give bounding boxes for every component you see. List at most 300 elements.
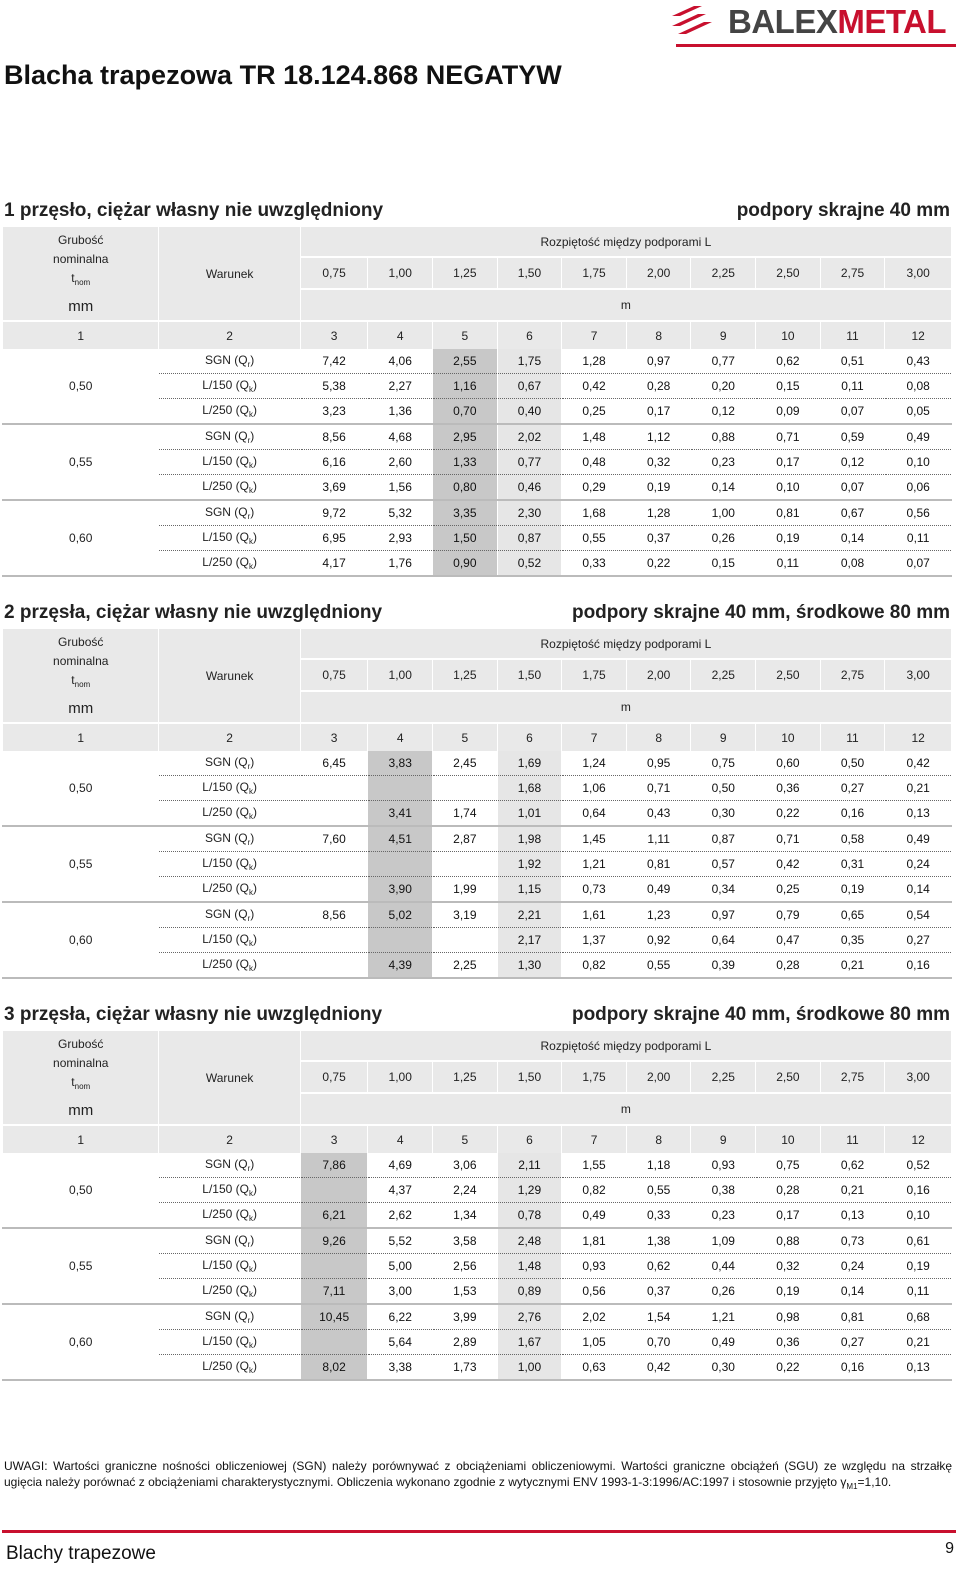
value-cell: 0,55 xyxy=(626,1178,691,1203)
condition-cell: SGN $(Q_r)$ xyxy=(159,751,300,776)
column-index: 7 xyxy=(562,321,627,349)
value-cell: 0,51 xyxy=(820,349,885,374)
value-cell: 0,55 xyxy=(562,526,627,551)
value-cell: 1,21 xyxy=(562,852,627,877)
condition-header: Warunek xyxy=(159,1031,300,1125)
column-index: 8 xyxy=(626,723,691,751)
column-index: 3 xyxy=(300,321,368,349)
column-index: 8 xyxy=(626,321,691,349)
value-cell: 1,75 xyxy=(497,349,562,374)
column-index: 9 xyxy=(691,1125,756,1153)
span-header: Rozpiętość między podporami L xyxy=(300,1031,951,1061)
value-cell: 0,21 xyxy=(820,1178,885,1203)
span-value: 2,75 xyxy=(820,257,885,289)
value-cell: 6,22 xyxy=(368,1304,433,1330)
value-cell: 0,06 xyxy=(885,475,952,501)
value-cell: 0,27 xyxy=(820,1330,885,1355)
value-cell: 0,10 xyxy=(885,1203,952,1229)
value-cell: 0,70 xyxy=(626,1330,691,1355)
value-cell: 0,82 xyxy=(562,953,627,979)
value-cell: 0,49 xyxy=(562,1203,627,1229)
value-cell: 0,36 xyxy=(756,1330,821,1355)
value-cell: 8,02 xyxy=(300,1355,368,1381)
value-cell: 1,28 xyxy=(626,500,691,526)
value-cell: 4,17 xyxy=(300,551,368,577)
value-cell: 0,11 xyxy=(820,374,885,399)
thickness-header: Grubość nominalna $t_{nom}$ mm xyxy=(3,1031,159,1125)
value-cell xyxy=(300,776,368,801)
value-cell: 1,28 xyxy=(562,349,627,374)
value-cell: 8,56 xyxy=(300,902,368,928)
column-index: 12 xyxy=(885,1125,952,1153)
column-index: 12 xyxy=(885,723,952,751)
value-cell: 4,69 xyxy=(368,1153,433,1178)
value-cell: 1,29 xyxy=(497,1178,562,1203)
value-cell: 5,32 xyxy=(368,500,433,526)
section-supports-2: podpory skrajne 40 mm, środkowe 80 mm xyxy=(571,602,950,623)
page-title: Blacha trapezowa TR 18.124.868 NEGATYW xyxy=(4,60,562,90)
value-cell: 0,37 xyxy=(626,526,691,551)
value-cell: 0,80 xyxy=(433,475,498,501)
value-cell: 0,71 xyxy=(756,424,821,450)
value-cell xyxy=(300,953,368,979)
value-cell: 0,64 xyxy=(691,928,756,953)
value-cell: 1,05 xyxy=(562,1330,627,1355)
value-cell: 0,82 xyxy=(562,1178,627,1203)
value-cell: 5,00 xyxy=(368,1254,433,1279)
value-cell: 0,16 xyxy=(820,1355,885,1381)
value-cell: 2,17 xyxy=(497,928,562,953)
value-cell: 3,99 xyxy=(433,1304,498,1330)
value-cell: 1,98 xyxy=(497,826,562,852)
value-cell: 1,09 xyxy=(691,1228,756,1254)
value-cell: 1,16 xyxy=(433,374,498,399)
condition-cell: L/250 $(Q_k)$ xyxy=(159,1279,300,1305)
span-value: 2,00 xyxy=(626,257,691,289)
condition-cell: L/250 $(Q_k)$ xyxy=(159,877,300,903)
load-table-3 xyxy=(2,1031,952,1381)
condition-cell: L/150 $(Q_k)$ xyxy=(159,1330,300,1355)
table-row xyxy=(3,500,952,526)
span-value: 1,00 xyxy=(368,659,433,691)
value-cell: 0,40 xyxy=(497,399,562,425)
value-cell: 10,45 xyxy=(300,1304,368,1330)
value-cell: 2,87 xyxy=(433,826,498,852)
value-cell: 2,02 xyxy=(562,1304,627,1330)
span-value: 2,50 xyxy=(756,1061,821,1093)
value-cell: 0,58 xyxy=(820,826,885,852)
value-cell: 0,89 xyxy=(497,1279,562,1305)
condition-cell: L/250 $(Q_k)$ xyxy=(159,1355,300,1381)
value-cell: 2,56 xyxy=(433,1254,498,1279)
value-cell: 0,07 xyxy=(820,399,885,425)
span-value: 1,25 xyxy=(433,659,498,691)
column-index: 4 xyxy=(368,321,433,349)
value-cell: 0,92 xyxy=(626,928,691,953)
value-cell: 0,16 xyxy=(885,953,952,979)
column-index: 2 xyxy=(159,321,300,349)
value-cell: 0,23 xyxy=(691,450,756,475)
value-cell: 0,73 xyxy=(562,877,627,903)
span-value: 0,75 xyxy=(300,1061,368,1093)
value-cell: 0,88 xyxy=(691,424,756,450)
condition-cell: SGN $(Q_r)$ xyxy=(159,1228,300,1254)
value-cell: 1,61 xyxy=(562,902,627,928)
value-cell: 0,73 xyxy=(820,1228,885,1254)
value-cell: 0,42 xyxy=(626,1355,691,1381)
column-index: 8 xyxy=(626,1125,691,1153)
value-cell xyxy=(300,1178,368,1203)
condition-cell: L/150 $(Q_k)$ xyxy=(159,526,300,551)
table-row xyxy=(3,1228,952,1254)
column-index: 6 xyxy=(497,321,562,349)
value-cell: 1,67 xyxy=(497,1330,562,1355)
value-cell: 0,12 xyxy=(691,399,756,425)
value-cell: 0,95 xyxy=(626,751,691,776)
span-header: Rozpiętość między podporami L xyxy=(300,227,951,257)
value-cell: 0,42 xyxy=(562,374,627,399)
value-cell: 0,90 xyxy=(433,551,498,577)
value-cell: 1,06 xyxy=(562,776,627,801)
value-cell: 0,52 xyxy=(497,551,562,577)
condition-cell: L/150 $(Q_k)$ xyxy=(159,1178,300,1203)
value-cell: 0,12 xyxy=(820,450,885,475)
value-cell: 0,16 xyxy=(885,1178,952,1203)
value-cell: 0,11 xyxy=(885,526,952,551)
value-cell xyxy=(433,852,498,877)
value-cell: 0,19 xyxy=(626,475,691,501)
column-index: 6 xyxy=(497,723,562,751)
value-cell: 0,55 xyxy=(626,953,691,979)
column-index: 5 xyxy=(433,1125,498,1153)
span-value: 2,75 xyxy=(820,1061,885,1093)
value-cell: 0,17 xyxy=(626,399,691,425)
value-cell: 0,67 xyxy=(497,374,562,399)
span-value: 2,50 xyxy=(756,659,821,691)
thickness-unit: mm xyxy=(68,700,94,717)
value-cell: 0,27 xyxy=(885,928,952,953)
value-cell: 0,49 xyxy=(691,1330,756,1355)
value-cell: 0,60 xyxy=(756,751,821,776)
condition-cell: SGN $(Q_r)$ xyxy=(159,902,300,928)
value-cell: 0,75 xyxy=(691,751,756,776)
span-value: 3,00 xyxy=(885,257,952,289)
value-cell: 0,42 xyxy=(756,852,821,877)
span-value: 0,75 xyxy=(300,659,368,691)
value-cell: 0,97 xyxy=(691,902,756,928)
value-cell: 0,46 xyxy=(497,475,562,501)
section-supports-1: podpory skrajne 40 mm xyxy=(736,200,950,221)
value-cell xyxy=(368,776,433,801)
value-cell: 0,08 xyxy=(885,374,952,399)
value-cell: 0,27 xyxy=(820,776,885,801)
value-cell: 0,63 xyxy=(562,1355,627,1381)
value-cell: 0,54 xyxy=(885,902,952,928)
value-cell: 0,21 xyxy=(820,953,885,979)
value-cell: 4,06 xyxy=(368,349,433,374)
value-cell: 0,15 xyxy=(691,551,756,577)
value-cell: 0,79 xyxy=(756,902,821,928)
value-cell: 0,43 xyxy=(885,349,952,374)
thickness-cell: 0,60 xyxy=(3,1304,159,1380)
value-cell: 0,36 xyxy=(756,776,821,801)
value-cell: 0,13 xyxy=(885,1355,952,1381)
condition-cell: SGN $(Q_r)$ xyxy=(159,1153,300,1178)
condition-header: Warunek xyxy=(159,629,300,723)
condition-cell: L/250 $(Q_k)$ xyxy=(159,1203,300,1229)
value-cell: 2,27 xyxy=(368,374,433,399)
column-index: 7 xyxy=(562,1125,627,1153)
value-cell: 2,24 xyxy=(433,1178,498,1203)
value-cell: 0,93 xyxy=(691,1153,756,1178)
value-cell: 1,24 xyxy=(562,751,627,776)
value-cell: 0,34 xyxy=(691,877,756,903)
value-cell: 0,97 xyxy=(626,349,691,374)
value-cell: 3,19 xyxy=(433,902,498,928)
value-cell xyxy=(300,852,368,877)
value-cell: 0,19 xyxy=(885,1254,952,1279)
value-cell: 1,37 xyxy=(562,928,627,953)
thickness-cell: 0,55 xyxy=(3,826,159,902)
value-cell: 0,71 xyxy=(756,826,821,852)
value-cell: 0,10 xyxy=(756,475,821,501)
span-value: 1,50 xyxy=(497,659,562,691)
column-index: 6 xyxy=(497,1125,562,1153)
value-cell: 0,38 xyxy=(691,1178,756,1203)
value-cell: 5,38 xyxy=(300,374,368,399)
column-index: 10 xyxy=(756,321,821,349)
value-cell: 0,14 xyxy=(691,475,756,501)
value-cell: 1,68 xyxy=(497,776,562,801)
value-cell: 5,52 xyxy=(368,1228,433,1254)
value-cell: 0,28 xyxy=(756,1178,821,1203)
value-cell: 2,89 xyxy=(433,1330,498,1355)
column-index: 1 xyxy=(3,1125,159,1153)
value-cell: 0,88 xyxy=(756,1228,821,1254)
span-value: 3,00 xyxy=(885,1061,952,1093)
value-cell: 7,42 xyxy=(300,349,368,374)
value-cell xyxy=(300,877,368,903)
value-cell: 1,30 xyxy=(497,953,562,979)
span-unit: m xyxy=(300,289,951,321)
value-cell: 0,17 xyxy=(756,450,821,475)
section-supports-3: podpory skrajne 40 mm, środkowe 80 mm xyxy=(571,1004,950,1025)
value-cell: 7,60 xyxy=(300,826,368,852)
value-cell: 0,78 xyxy=(497,1203,562,1229)
span-value: 2,00 xyxy=(626,659,691,691)
value-cell: 0,49 xyxy=(626,877,691,903)
value-cell: 7,86 xyxy=(300,1153,368,1178)
column-index: 3 xyxy=(300,1125,368,1153)
value-cell: 2,76 xyxy=(497,1304,562,1330)
span-value: 1,25 xyxy=(433,257,498,289)
span-value: 1,50 xyxy=(497,257,562,289)
value-cell: 0,44 xyxy=(691,1254,756,1279)
table-row xyxy=(3,902,952,928)
value-cell: 0,23 xyxy=(691,1203,756,1229)
value-cell: 2,30 xyxy=(497,500,562,526)
span-value: 0,75 xyxy=(300,257,368,289)
value-cell: 0,71 xyxy=(626,776,691,801)
value-cell: 0,56 xyxy=(562,1279,627,1305)
value-cell: 0,93 xyxy=(562,1254,627,1279)
condition-cell: SGN $(Q_r)$ xyxy=(159,500,300,526)
value-cell: 0,28 xyxy=(626,374,691,399)
span-value: 1,75 xyxy=(562,659,627,691)
condition-cell: L/250 $(Q_k)$ xyxy=(159,475,300,501)
value-cell: 2,11 xyxy=(497,1153,562,1178)
value-cell: 2,93 xyxy=(368,526,433,551)
span-unit: m xyxy=(300,1093,951,1125)
value-cell: 0,87 xyxy=(691,826,756,852)
condition-cell: SGN $(Q_r)$ xyxy=(159,349,300,374)
value-cell: 0,32 xyxy=(756,1254,821,1279)
value-cell: 1,45 xyxy=(562,826,627,852)
condition-cell: L/250 $(Q_k)$ xyxy=(159,801,300,827)
value-cell: 0,07 xyxy=(820,475,885,501)
value-cell: 1,36 xyxy=(368,399,433,425)
span-value: 1,50 xyxy=(497,1061,562,1093)
value-cell: 0,56 xyxy=(885,500,952,526)
value-cell: 0,62 xyxy=(626,1254,691,1279)
value-cell: 0,14 xyxy=(820,526,885,551)
value-cell: 3,06 xyxy=(433,1153,498,1178)
value-cell xyxy=(368,852,433,877)
condition-header: Warunek xyxy=(159,227,300,321)
value-cell: 0,13 xyxy=(885,801,952,827)
thickness-unit: mm xyxy=(68,298,94,315)
table-row xyxy=(3,751,952,776)
value-cell: 0,81 xyxy=(820,1304,885,1330)
value-cell: 0,65 xyxy=(820,902,885,928)
value-cell: 1,55 xyxy=(562,1153,627,1178)
value-cell: 0,11 xyxy=(756,551,821,577)
thickness-cell: 0,60 xyxy=(3,902,159,978)
column-index: 10 xyxy=(756,723,821,751)
value-cell: 1,38 xyxy=(626,1228,691,1254)
value-cell: 2,48 xyxy=(497,1228,562,1254)
value-cell xyxy=(300,1330,368,1355)
value-cell: 0,21 xyxy=(885,776,952,801)
value-cell: 0,49 xyxy=(885,826,952,852)
value-cell: 4,39 xyxy=(368,953,433,979)
thickness-header: Grubość nominalna $t_{nom}$ mm xyxy=(3,227,159,321)
value-cell: 3,41 xyxy=(368,801,433,827)
value-cell: 0,14 xyxy=(820,1279,885,1305)
value-cell: 1,99 xyxy=(433,877,498,903)
value-cell xyxy=(300,801,368,827)
footer-rule xyxy=(2,1530,956,1533)
value-cell: 0,31 xyxy=(820,852,885,877)
span-value: 3,00 xyxy=(885,659,952,691)
value-cell: 9,26 xyxy=(300,1228,368,1254)
value-cell: 0,19 xyxy=(756,1279,821,1305)
table-row xyxy=(3,826,952,852)
load-table-1 xyxy=(2,227,952,577)
value-cell: 1,53 xyxy=(433,1279,498,1305)
value-cell: 3,58 xyxy=(433,1228,498,1254)
column-index: 1 xyxy=(3,723,159,751)
brand-logo xyxy=(668,4,958,40)
column-index: 11 xyxy=(820,1125,885,1153)
thickness-unit: mm xyxy=(68,1102,94,1119)
header-rule xyxy=(676,44,956,47)
value-cell: 0,37 xyxy=(626,1279,691,1305)
value-cell: 2,60 xyxy=(368,450,433,475)
value-cell xyxy=(300,928,368,953)
condition-cell: L/150 $(Q_k)$ xyxy=(159,374,300,399)
footer-title: Blachy trapezowe xyxy=(6,1543,156,1564)
value-cell: 1,18 xyxy=(626,1153,691,1178)
value-cell: 0,10 xyxy=(885,450,952,475)
value-cell: 0,15 xyxy=(756,374,821,399)
condition-cell: SGN $(Q_r)$ xyxy=(159,826,300,852)
value-cell: 0,07 xyxy=(885,551,952,577)
value-cell: 8,56 xyxy=(300,424,368,450)
value-cell xyxy=(300,1254,368,1279)
column-index: 5 xyxy=(433,321,498,349)
value-cell: 0,62 xyxy=(756,349,821,374)
condition-cell: L/150 $(Q_k)$ xyxy=(159,928,300,953)
value-cell: 0,26 xyxy=(691,526,756,551)
value-cell: 0,25 xyxy=(756,877,821,903)
value-cell: 1,23 xyxy=(626,902,691,928)
brand-logo-mark-icon xyxy=(668,4,720,40)
value-cell: 0,19 xyxy=(756,526,821,551)
value-cell: 4,51 xyxy=(368,826,433,852)
value-cell: 1,00 xyxy=(497,1355,562,1381)
value-cell: 3,35 xyxy=(433,500,498,526)
span-value: 2,75 xyxy=(820,659,885,691)
span-value: 2,00 xyxy=(626,1061,691,1093)
section-title-2: 2 przęsła, ciężar własny nie uwzględniony xyxy=(4,602,383,623)
value-cell: 1,48 xyxy=(497,1254,562,1279)
value-cell: 0,33 xyxy=(626,1203,691,1229)
section-title-1: 1 przęsło, ciężar własny nie uwzględniony xyxy=(4,200,384,221)
span-value: 1,75 xyxy=(562,1061,627,1093)
value-cell: 0,87 xyxy=(497,526,562,551)
column-index: 4 xyxy=(368,1125,433,1153)
column-index: 9 xyxy=(691,723,756,751)
value-cell: 0,17 xyxy=(756,1203,821,1229)
value-cell: 0,11 xyxy=(885,1279,952,1305)
value-cell: 0,28 xyxy=(756,953,821,979)
span-header: Rozpiętość między podporami L xyxy=(300,629,951,659)
condition-cell: SGN $(Q_r)$ xyxy=(159,424,300,450)
value-cell: 0,49 xyxy=(885,424,952,450)
table-row xyxy=(3,424,952,450)
page-number: 9 xyxy=(945,1540,954,1557)
value-cell: 1,15 xyxy=(497,877,562,903)
value-cell: 1,12 xyxy=(626,424,691,450)
load-table-2 xyxy=(2,629,952,979)
column-index: 4 xyxy=(368,723,433,751)
value-cell: 5,64 xyxy=(368,1330,433,1355)
value-cell: 0,43 xyxy=(626,801,691,827)
value-cell: 0,08 xyxy=(820,551,885,577)
value-cell: 2,62 xyxy=(368,1203,433,1229)
value-cell: 6,21 xyxy=(300,1203,368,1229)
value-cell: 1,73 xyxy=(433,1355,498,1381)
value-cell: 1,76 xyxy=(368,551,433,577)
value-cell: 0,64 xyxy=(562,801,627,827)
condition-cell: L/150 $(Q_k)$ xyxy=(159,1254,300,1279)
value-cell: 0,50 xyxy=(820,751,885,776)
value-cell: 0,67 xyxy=(820,500,885,526)
value-cell: 1,54 xyxy=(626,1304,691,1330)
value-cell xyxy=(433,928,498,953)
value-cell: 3,23 xyxy=(300,399,368,425)
